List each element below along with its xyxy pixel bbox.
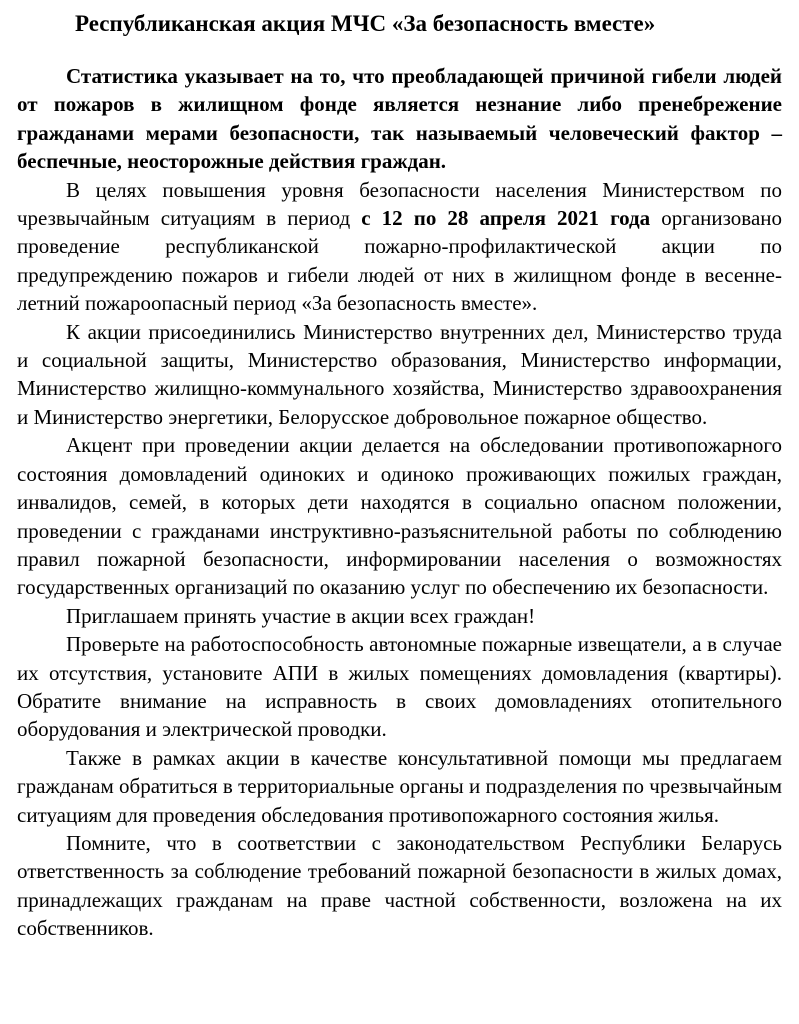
campaign-dates-paragraph	[17, 176, 782, 318]
campaign-dates-rest: организовано проведение республиканской пожарно-профилактической акции по предупреждению пожаров и гибели людей от них в жилищном фонде в весенне-летний пожароопасный период «За безопасность вместе».	[17, 206, 782, 316]
campaign-dates-lead: В целях повышения уровня безопасности населения Министерством по чрезвычайным ситуациям в период	[17, 177, 782, 231]
intro-paragraph: Статистика указывает на то, что преобладающей причиной гибели людей от пожаров в жилищном фонде является незнание либо пренебрежение гражданами мерами безопасности, так называемый человеческий фактор – беспечные, неосторожные действия граждан.	[17, 64, 782, 174]
participants-paragraph: К акции присоединились Министерство внутренних дел, Министерство труда и социальной защиты, Министерство образования, Министерство информации, Министерство жилищно-коммунального хозяйства, Министерство здравоохранения и Министерство энергетики, Белорусское добровольное пожарное общество.	[17, 319, 782, 429]
responsibility-paragraph: Помните, что в соответствии с законодательством Республики Беларусь ответственность за соблюдение требований пожарной безопасности в жилых домах, принадлежащих гражданам на праве частной собственности, возложена на их собственников.	[17, 830, 782, 941]
invitation-paragraph: Приглашаем принять участие в акции всех граждан!	[66, 603, 536, 628]
document-title: Республиканская акция МЧС «За безопасность вместе»	[75, 11, 656, 36]
focus-paragraph: Акцент при проведении акции делается на обследовании противопожарного состояния домовладений одиноких и одиноко проживающих пожилых граждан, инвалидов, семей, в которых дети находятся в социально опасном положении, проведении с гражданами инструктивно-разъяснительной работы по соблюдению правил пожарной безопасности, информировании населения о возможностях государственных организаций по оказанию услуг по обеспечению их безопасности.	[17, 433, 782, 600]
consultation-paragraph: Также в рамках акции в качестве консультативной помощи мы предлагаем гражданам обратиться в территориальные органы и подразделения по чрезвычайным ситуациям для проведения обследования противопожарного состояния жилья.	[17, 745, 782, 827]
smoke-detector-paragraph: Проверьте на работоспособность автономные пожарные извещатели, а в случае их отсутствия, установите АПИ в жилых помещениях домовладения (квартиры). Обратите внимание на исправность в своих домовладениях отопительного оборудования и электрической проводки.	[17, 632, 782, 742]
campaign-dates: с 12 по 28 апреля 2021 года	[361, 206, 651, 231]
